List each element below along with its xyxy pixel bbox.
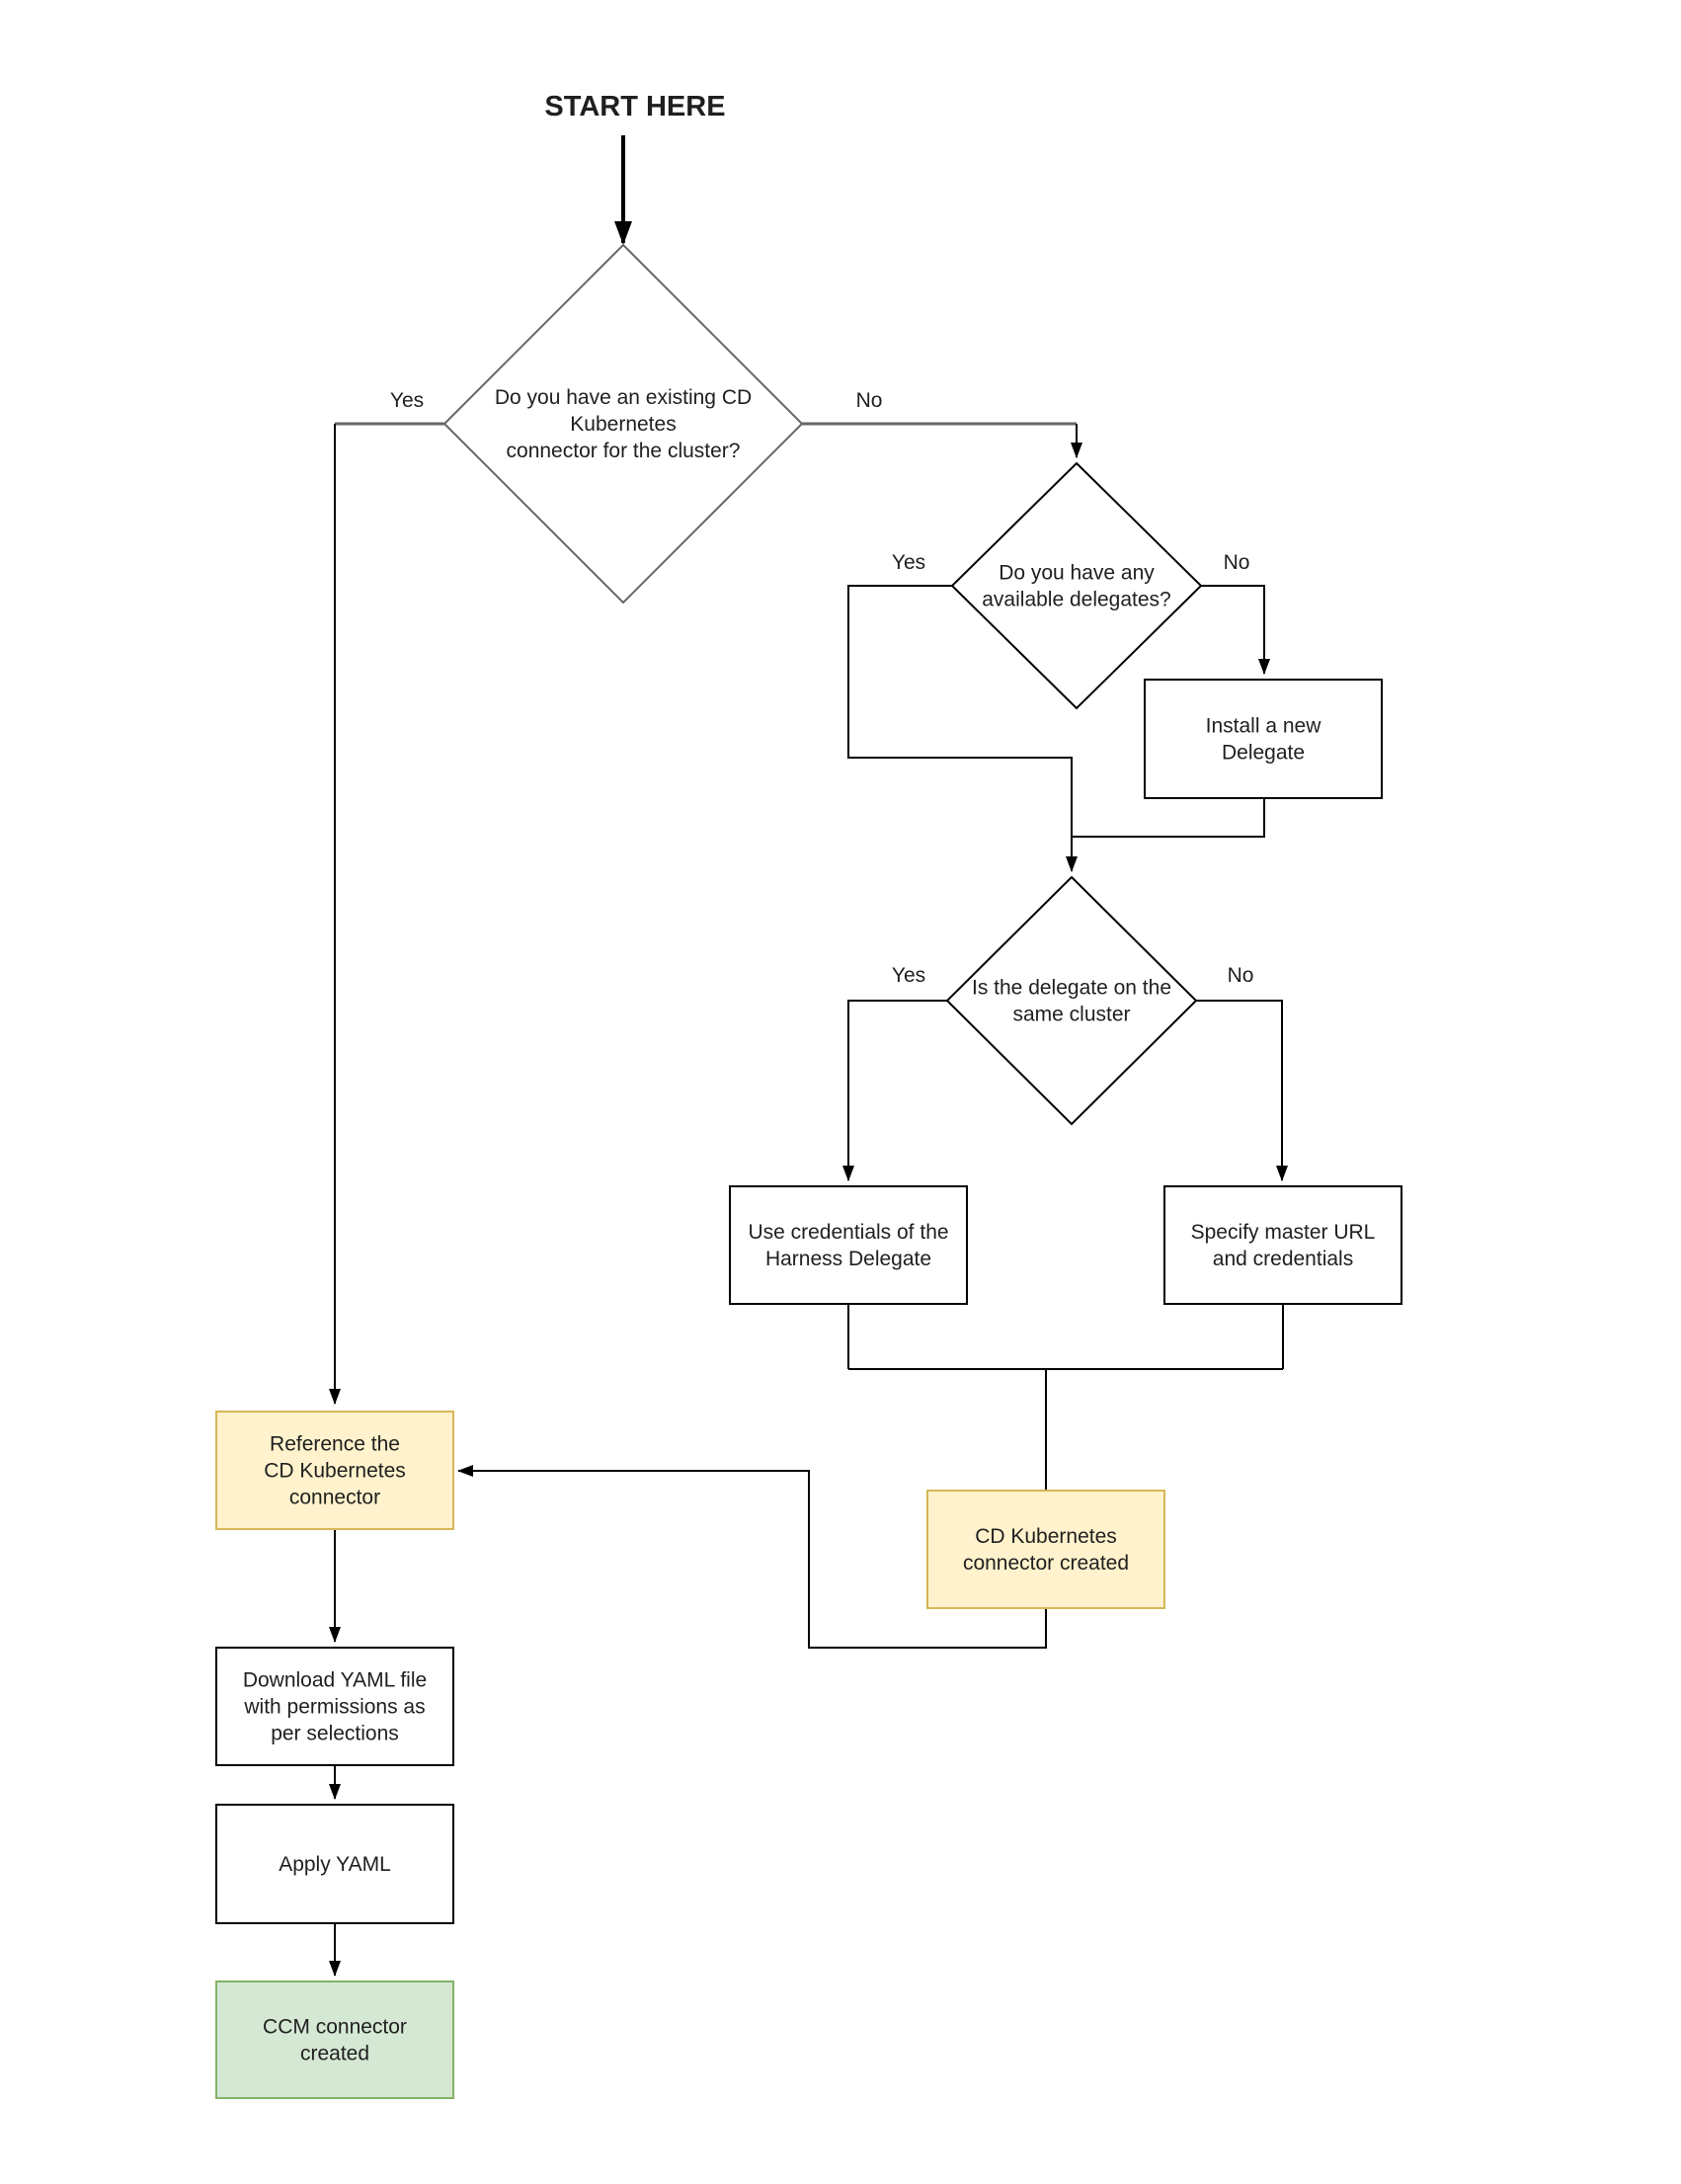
node-label bbox=[279, 1853, 391, 1876]
node-label-line: connector for the cluster? bbox=[506, 440, 741, 462]
decision-diamond bbox=[952, 463, 1201, 708]
node-label-line: Specify master URL bbox=[1190, 1221, 1376, 1244]
node-label-line: Is the delegate on the bbox=[972, 976, 1171, 1000]
node-process-download-yaml bbox=[216, 1648, 453, 1765]
node-label-line: Install a new bbox=[1205, 714, 1321, 738]
node-label-line: CD Kubernetes bbox=[264, 1459, 406, 1483]
edge-label-same-cluster-no: No bbox=[1227, 964, 1254, 987]
node-label-line: Download YAML file bbox=[242, 1668, 428, 1692]
node-state-cd-kubernetes-connector-created bbox=[927, 1491, 1164, 1608]
nodes-layer bbox=[216, 245, 1401, 2098]
process-box bbox=[1164, 1186, 1401, 1304]
node-label-line: with permissions as bbox=[244, 1695, 426, 1719]
node-label-line: Use credentials of the bbox=[748, 1221, 949, 1244]
edge-same-cluster-no bbox=[1196, 1001, 1282, 1180]
node-label-line: Do you have an existing CD bbox=[494, 386, 753, 409]
edge-available-delegates-no bbox=[1201, 586, 1264, 674]
edge-label-existing-connector-no: No bbox=[855, 389, 883, 412]
node-label-line: connector bbox=[288, 1486, 381, 1509]
node-label-line: Delegate bbox=[1221, 741, 1306, 765]
node-label-line: created bbox=[299, 2042, 370, 2065]
node-label-line: CCM connector bbox=[263, 2015, 407, 2039]
node-label-line: Do you have any bbox=[999, 561, 1155, 585]
process-box bbox=[1145, 680, 1382, 798]
node-process-apply-yaml bbox=[216, 1805, 453, 1923]
node-state-ccm-connector-created bbox=[216, 1982, 453, 2098]
decision-diamond bbox=[947, 877, 1196, 1124]
terminal-box bbox=[927, 1491, 1164, 1608]
node-decision-available-delegates bbox=[952, 463, 1201, 708]
node-process-specify-master-url bbox=[1164, 1186, 1401, 1304]
node-label-line: and credentials bbox=[1212, 1248, 1354, 1270]
process-box bbox=[730, 1186, 967, 1304]
node-decision-existing-cd-connector bbox=[444, 245, 802, 603]
node-process-use-delegate-credentials bbox=[730, 1186, 967, 1304]
node-label-line: Harness Delegate bbox=[764, 1248, 932, 1270]
node-label-line: Kubernetes bbox=[570, 413, 677, 436]
node-state-reference-cd-kubernetes-connector bbox=[216, 1412, 453, 1529]
node-label-line: Reference the bbox=[270, 1432, 400, 1456]
node-label-line: Apply YAML bbox=[279, 1853, 391, 1876]
terminal-box bbox=[216, 1982, 453, 2098]
node-process-install-new-delegate bbox=[1145, 680, 1382, 798]
node-label-line: CD Kubernetes bbox=[975, 1525, 1117, 1548]
edge-label-available-delegates-no: No bbox=[1223, 551, 1250, 574]
node-decision-delegate-same-cluster bbox=[947, 877, 1196, 1124]
node-label-line: available delegates? bbox=[982, 588, 1171, 611]
edge-label-same-cluster-yes: Yes bbox=[891, 964, 926, 987]
edge-install-delegate-merge bbox=[1072, 798, 1264, 837]
edge-label-existing-connector-yes: Yes bbox=[389, 389, 425, 412]
node-label-line: per selections bbox=[271, 1722, 399, 1745]
node-label-line: connector created bbox=[962, 1552, 1130, 1575]
node-label-line: same cluster bbox=[1012, 1003, 1131, 1026]
start-here-title: START HERE bbox=[544, 91, 726, 122]
edge-same-cluster-yes bbox=[848, 1001, 947, 1180]
edge-label-available-delegates-yes: Yes bbox=[891, 551, 926, 574]
